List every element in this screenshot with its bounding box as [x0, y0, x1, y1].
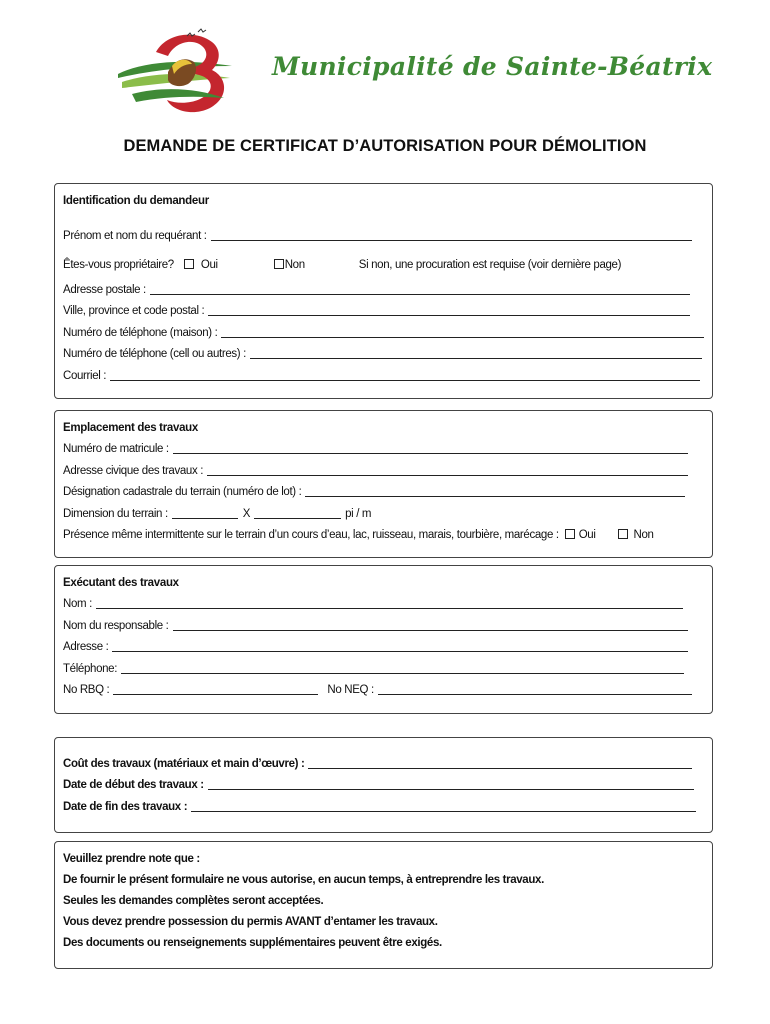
start-date-field[interactable] — [208, 778, 694, 790]
neq-field[interactable] — [378, 683, 692, 695]
section-title: Identification du demandeur — [63, 195, 209, 207]
watercourse-yes-checkbox[interactable] — [565, 529, 575, 539]
section-title: Emplacement des travaux — [63, 422, 198, 434]
end-date-field[interactable] — [191, 800, 696, 812]
watercourse-yes-label: Oui — [578, 529, 596, 541]
cost-label: Coût des travaux (matériaux et main d’œuvre) : — [63, 758, 305, 770]
applicant-name-field[interactable] — [211, 229, 692, 241]
dimension-width-field[interactable] — [172, 507, 238, 519]
owner-no-label: Non — [284, 259, 305, 271]
dimension-unit-label: pi / m — [345, 508, 372, 520]
email-label: Courriel : — [63, 370, 107, 382]
note-item: Des documents ou renseignements supplémentaires peuvent être exigés. — [63, 937, 442, 949]
cadastral-field[interactable] — [305, 485, 685, 497]
civic-address-field[interactable] — [207, 464, 688, 476]
cost-field[interactable] — [308, 757, 692, 769]
rbq-field[interactable] — [113, 683, 318, 695]
phone-home-field[interactable] — [221, 326, 704, 338]
start-date-label: Date de début des travaux : — [63, 779, 204, 791]
note-item: De fournir le présent formulaire ne vous autorise, en aucun temps, à entreprendre les travaux. — [63, 874, 544, 886]
work-location-section — [54, 410, 713, 558]
watercourse-no-label: Non — [633, 529, 654, 541]
executor-address-label: Adresse : — [63, 641, 109, 653]
registration-label: Numéro de matricule : — [63, 443, 169, 455]
municipality-logo — [112, 22, 247, 117]
manager-label: Nom du responsable : — [63, 620, 169, 632]
owner-no-checkbox[interactable] — [274, 259, 284, 269]
page-title: DEMANDE DE CERTIFICAT D’AUTORISATION POUR DÉMOLITION — [123, 137, 647, 155]
page-header — [0, 0, 770, 125]
dimension-length-field[interactable] — [254, 507, 341, 519]
note-item: Vous devez prendre possession du permis AVANT d’entamer les travaux. — [63, 916, 438, 928]
owner-question-label: Êtes-vous propriétaire? — [63, 259, 174, 271]
executor-name-field[interactable] — [96, 597, 683, 609]
dimension-label: Dimension du terrain : — [63, 508, 168, 520]
phone-cell-label: Numéro de téléphone (cell ou autres) : — [63, 348, 246, 360]
costs-dates-section — [54, 737, 713, 833]
applicant-name-label: Prénom et nom du requérant : — [63, 230, 207, 242]
watercourse-no-checkbox[interactable] — [618, 529, 628, 539]
owner-yes-checkbox[interactable] — [184, 259, 194, 269]
executor-name-label: Nom : — [63, 598, 92, 610]
dimension-x-label: X — [242, 508, 251, 520]
manager-field[interactable] — [173, 619, 688, 631]
cadastral-label: Désignation cadastrale du terrain (numéro de lot) : — [63, 486, 302, 498]
owner-yes-label: Oui — [200, 259, 218, 271]
notes-title: Veuillez prendre note que : — [63, 853, 200, 865]
civic-address-label: Adresse civique des travaux : — [63, 465, 204, 477]
email-field[interactable] — [110, 369, 700, 381]
city-label: Ville, province et code postal : — [63, 305, 205, 317]
section-title: Exécutant des travaux — [63, 577, 179, 589]
phone-home-label: Numéro de téléphone (maison) : — [63, 327, 218, 339]
notes-section — [54, 841, 713, 969]
municipality-name: Municipalité de Sainte-Béatrix — [272, 52, 713, 81]
end-date-label: Date de fin des travaux : — [63, 801, 188, 813]
work-executor-section — [54, 565, 713, 714]
proxy-note: Si non, une procuration est requise (voir dernière page) — [358, 259, 622, 271]
postal-address-label: Adresse postale : — [63, 284, 146, 296]
executor-phone-label: Téléphone: — [63, 663, 118, 675]
executor-phone-field[interactable] — [121, 662, 684, 674]
neq-label: No NEQ : — [327, 684, 374, 696]
watercourse-label: Présence même intermittente sur le terrain d’un cours d’eau, lac, ruisseau, marais, tourbière, marécage : — [63, 529, 559, 541]
registration-field[interactable] — [173, 442, 688, 454]
postal-address-field[interactable] — [150, 283, 690, 295]
note-item: Seules les demandes complètes seront acceptées. — [63, 895, 324, 907]
city-field[interactable] — [208, 304, 690, 316]
phone-cell-field[interactable] — [250, 347, 702, 359]
applicant-identification-section — [54, 183, 713, 399]
rbq-label: No RBQ : — [63, 684, 110, 696]
executor-address-field[interactable] — [112, 640, 688, 652]
